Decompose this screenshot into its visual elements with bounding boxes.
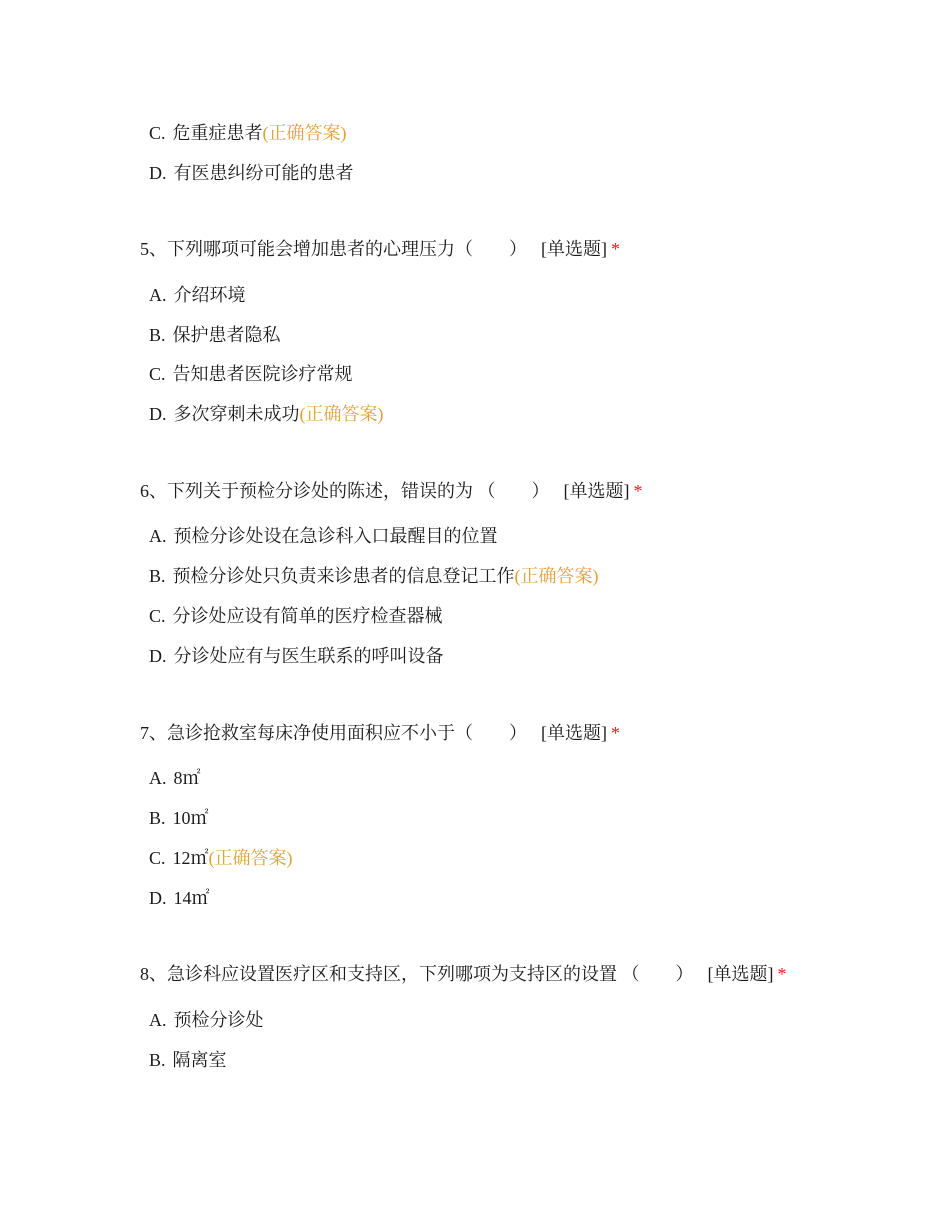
option-text: 介绍环境: [173, 285, 246, 305]
required-mark: *: [611, 239, 620, 259]
question-title: [140, 961, 787, 987]
option-a: A. 8㎡: [149, 768, 201, 788]
option-b: B. 预检分诊处只负责来诊患者的信息登记工作(正确答案): [149, 566, 599, 586]
option-c: C. 告知患者医院诊疗常规: [149, 364, 353, 384]
option-letter: B: [149, 325, 162, 345]
option-text: 告知患者医院诊疗常规: [172, 364, 353, 384]
option-text: 预检分诊处: [173, 1010, 264, 1030]
option-letter: A: [149, 285, 162, 305]
option-letter: C: [149, 123, 162, 143]
question-title: [140, 236, 620, 262]
option-a: A. 介绍环境: [149, 285, 246, 305]
option-text: 8㎡: [173, 768, 201, 788]
option-letter: C: [149, 364, 162, 384]
correct-answer-label: (正确答案): [208, 848, 293, 868]
option-text: 预检分诊处设在急诊科入口最醒目的位置: [173, 526, 498, 546]
option-b: B. 隔离室: [149, 1050, 227, 1070]
question-close-paren: ）: [509, 239, 527, 259]
question-text: 下列关于预检分诊处的陈述，错误的为 （: [167, 481, 496, 501]
required-mark: *: [777, 964, 787, 984]
option-letter: A: [149, 768, 162, 788]
option-letter: D: [149, 888, 162, 908]
question-number: 7、: [140, 723, 167, 743]
option-letter: B: [149, 1050, 162, 1070]
option-text: 10㎡: [172, 808, 209, 828]
option-d: D. 有医患纠纷可能的患者: [149, 163, 354, 183]
question-number: 6、: [140, 481, 167, 501]
question-number: 8、: [140, 964, 167, 984]
option-letter: B: [149, 808, 162, 828]
option-d: D. 多次穿刺未成功(正确答案): [149, 404, 384, 424]
option-text: 危重症患者: [172, 123, 263, 143]
option-d: D. 14㎡: [149, 888, 210, 908]
correct-answer-label: (正确答案): [262, 123, 347, 143]
question-close-paren: ）: [675, 964, 694, 984]
option-text: 分诊处应设有简单的医疗检查器械: [172, 606, 443, 626]
question-text: 急诊抢救室每床净使用面积应不小于（: [167, 723, 473, 743]
option-text: 有医患纠纷可能的患者: [173, 163, 354, 183]
option-text: 14㎡: [173, 888, 210, 908]
required-mark: *: [633, 481, 643, 501]
question-type-label: [单选题]: [563, 481, 630, 501]
option-letter: A: [149, 1010, 162, 1030]
option-text: 预检分诊处只负责来诊患者的信息登记工作: [172, 566, 515, 586]
required-mark: *: [611, 723, 620, 743]
question-title: [140, 720, 620, 746]
option-text: 保护患者隐私: [172, 325, 281, 345]
question-close-paren: ）: [509, 723, 527, 743]
option-a: A. 预检分诊处: [149, 1010, 264, 1030]
option-letter: B: [149, 566, 162, 586]
option-b: B. 保护患者隐私: [149, 325, 281, 345]
question-type-label: [单选题]: [707, 964, 774, 984]
correct-answer-label: (正确答案): [514, 566, 599, 586]
question-number: 5、: [140, 239, 167, 259]
option-c: C. 分诊处应设有简单的医疗检查器械: [149, 606, 443, 626]
option-c: C. 12㎡(正确答案): [149, 848, 293, 868]
question-type-label: [单选题]: [541, 723, 607, 743]
question-close-paren: ）: [531, 481, 550, 501]
option-d: D. 分诊处应有与医生联系的呼叫设备: [149, 646, 444, 666]
option-letter: D: [149, 404, 162, 424]
option-b: B. 10㎡: [149, 808, 209, 828]
option-letter: D: [149, 646, 162, 666]
option-letter: A: [149, 526, 162, 546]
option-c: C. 危重症患者(正确答案): [149, 123, 347, 143]
option-text: 12㎡: [172, 848, 209, 868]
option-a: A. 预检分诊处设在急诊科入口最醒目的位置: [149, 526, 498, 546]
option-text: 多次穿刺未成功: [173, 404, 300, 424]
question-text: 急诊科应设置医疗区和支持区，下列哪项为支持区的设置 （: [167, 964, 640, 984]
option-letter: C: [149, 606, 162, 626]
correct-answer-label: (正确答案): [299, 404, 384, 424]
option-letter: C: [149, 848, 162, 868]
option-text: 分诊处应有与医生联系的呼叫设备: [173, 646, 444, 666]
question-title: [140, 478, 643, 504]
question-text: 下列哪项可能会增加患者的心理压力（: [167, 239, 473, 259]
question-type-label: [单选题]: [541, 239, 607, 259]
option-text: 隔离室: [172, 1050, 227, 1070]
option-letter: D: [149, 163, 162, 183]
